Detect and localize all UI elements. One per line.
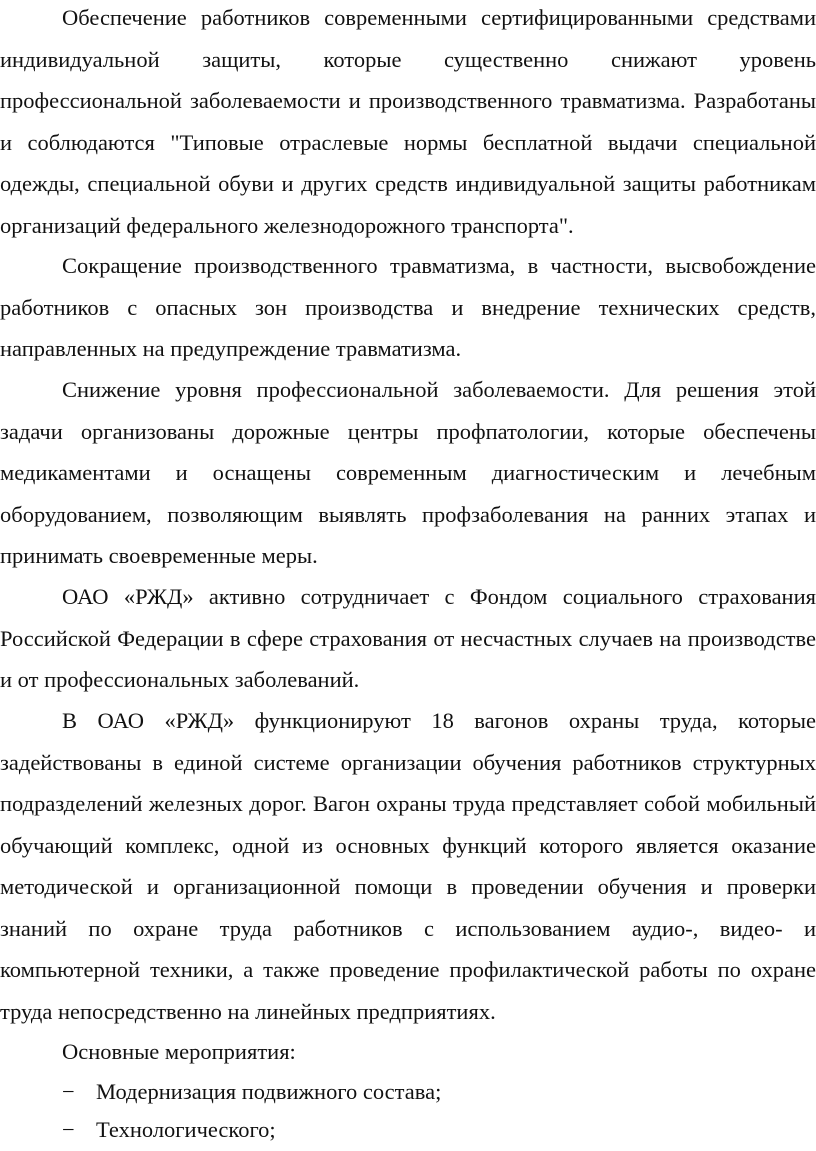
- list-bullet: −: [62, 1117, 75, 1142]
- list-item: [62, 1071, 441, 1113]
- list-item-text: Модернизация подвижного состава;: [96, 1079, 442, 1104]
- list-item: [62, 1109, 276, 1151]
- list-item-text: Технологического;: [96, 1117, 276, 1142]
- paragraph-safety-wagons: В ОАО «РЖД» функционируют 18 вагонов охраны труда, которые задействованы в единой системе организации обучения работников структурных подразделений железных дорог. Вагон охраны труда представляет собой мобильный обучающий комплекс, одной из основных функций которого является оказание методической и организационной помощи в проведении обучения и проверки знаний по охране труда работников с использованием аудио-, видео- и компьютерной техники, а также проведение профилактической работы по охране труда непосредственно на линейных предприятиях.: [0, 708, 816, 1024]
- list-bullet: −: [62, 1079, 75, 1104]
- paragraph-social-insurance: ОАО «РЖД» активно сотрудничает с Фондом социального страхования Российской Федерации в сфере страхования от несчастных случаев на производстве и от профессиональных заболеваний.: [0, 584, 816, 692]
- list-heading: Основные мероприятия:: [62, 1039, 296, 1064]
- paragraph-occupational-disease: Снижение уровня профессиональной заболеваемости. Для решения этой задачи организованы дорожные центры профпатологии, которые обеспечены медикаментами и оснащены современным диагностическим и лечебным оборудованием, позволяющим выявлять профзаболевания на ранних этапах и принимать своевременные меры.: [0, 377, 816, 568]
- paragraph-ppe: Обеспечение работников современными сертифицированными средствами индивидуальной защиты, которые существенно снижают уровень профессиональной заболеваемости и производственного травматизма. Разработаны и соблюдаются "Типовые отраслевые нормы бесплатной выдачи специальной одежды, специальной обуви и других средств индивидуальной защиты работникам организаций федерального железнодорожного транспорта".: [0, 5, 816, 238]
- paragraph-injury-reduction: Сокращение производственного травматизма, в частности, высвобождение работников с опасных зон производства и внедрение технических средств, направленных на предупреждение травматизма.: [0, 253, 816, 361]
